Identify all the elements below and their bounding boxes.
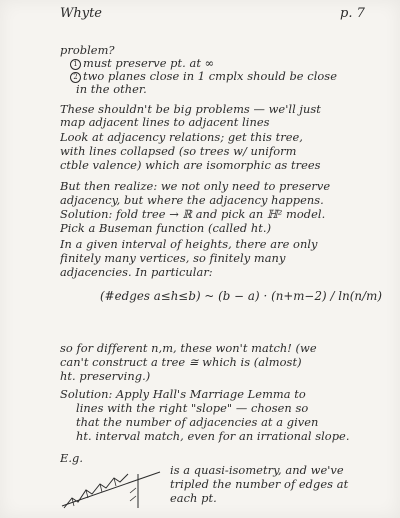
text-line: adjacencies. In particular: bbox=[60, 266, 213, 279]
page-number: p. 7 bbox=[340, 6, 365, 21]
text-line: Solution: fold tree → ℝ and pick an ℍ² model. bbox=[60, 208, 326, 221]
text-line: Pick a Buseman function (called ht.) bbox=[60, 222, 272, 235]
formula: (#edges a≤h≤b) ~ (b − a) · (n+m−2) / ln(n/m) bbox=[100, 290, 382, 303]
list-item-text: two planes close in 1 cmplx should be close bbox=[83, 70, 337, 83]
list-item bbox=[70, 70, 392, 83]
example-label: E.g. bbox=[60, 452, 84, 465]
text-line: But then realize: we not only need to preserve bbox=[60, 180, 331, 193]
text-line: that the number of adjacencies at a given bbox=[76, 416, 319, 429]
text-line: can't construct a tree ≅ which is (almost) bbox=[60, 356, 302, 369]
text-line: in the other. bbox=[76, 83, 147, 96]
text-line: ht. interval match, even for an irrational slope. bbox=[76, 430, 350, 443]
text-line: with lines collapsed (so trees w/ uniform bbox=[60, 145, 297, 158]
text-line: tripled the number of edges at bbox=[170, 478, 349, 491]
list-item bbox=[70, 57, 392, 70]
text-line: finitely many vertices, so finitely many bbox=[60, 252, 286, 265]
text-line: ctble valence) which are isomorphic as trees bbox=[60, 159, 321, 172]
author-name: Whyte bbox=[60, 6, 102, 21]
text-line: ht. preserving.) bbox=[60, 370, 151, 383]
list-item-text: must preserve pt. at ∞ bbox=[83, 57, 215, 70]
text-line: adjacency, but where the adjacency happens. bbox=[60, 194, 324, 207]
text-line: each pt. bbox=[170, 492, 217, 505]
text-line: problem? bbox=[60, 44, 115, 57]
item-number: 2 bbox=[70, 72, 81, 83]
item-number: 1 bbox=[70, 59, 81, 70]
text-line: Look at adjacency relations; get this tree, bbox=[60, 131, 303, 144]
text-line: In a given interval of heights, there are only bbox=[60, 238, 318, 251]
text-line: is a quasi-isometry, and we've bbox=[170, 464, 344, 477]
text-line: map adjacent lines to adjacent lines bbox=[60, 116, 270, 129]
text-line: Solution: Apply Hall's Marriage Lemma to bbox=[60, 388, 306, 401]
text-line: lines with the right "slope" — chosen so bbox=[76, 402, 309, 415]
example-sketch bbox=[60, 468, 170, 513]
text-line: These shouldn't be big problems — we'll just bbox=[60, 103, 321, 116]
text-line: so for different n,m, these won't match! (we bbox=[60, 342, 317, 355]
